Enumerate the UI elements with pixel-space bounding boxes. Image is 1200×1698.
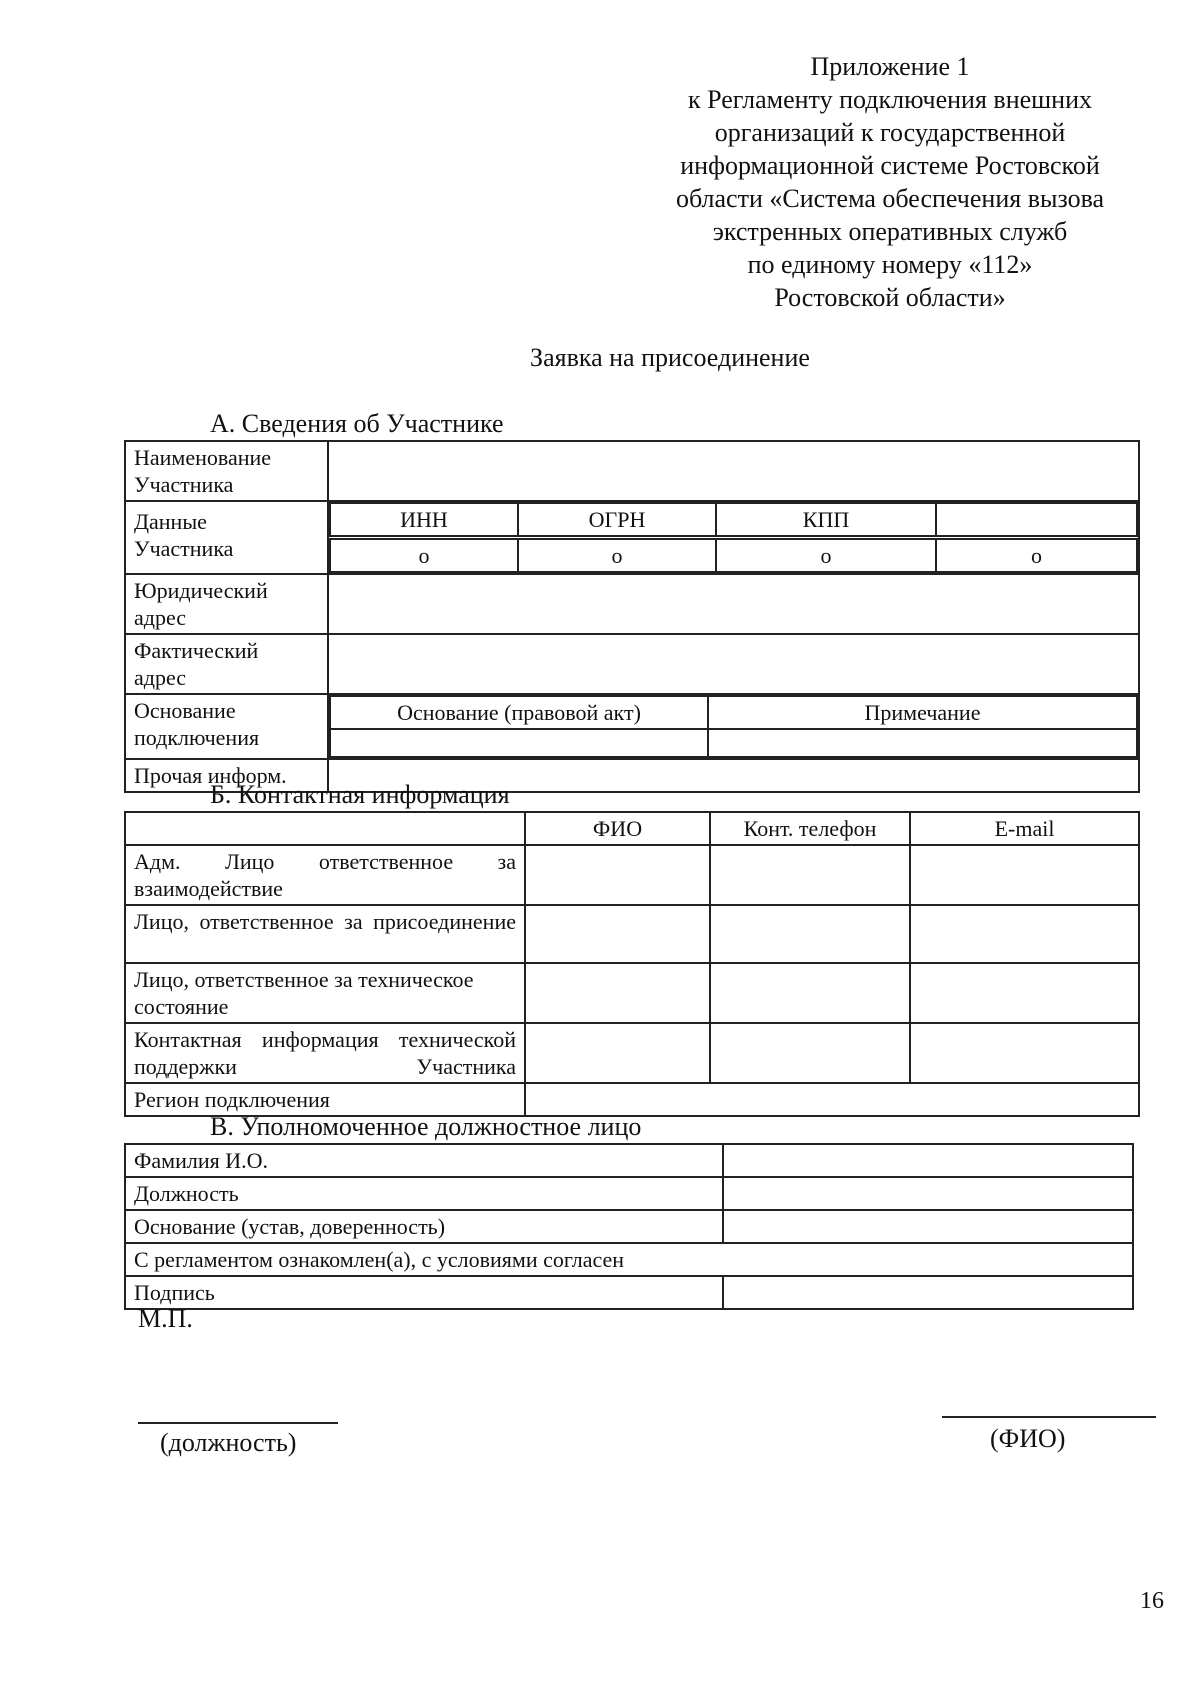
- position-label: Должность: [125, 1177, 723, 1210]
- section-b-title: Б. Контактная информация: [210, 780, 510, 809]
- fio-caption: (ФИО): [990, 1424, 1066, 1453]
- phone-header: Конт. телефон: [710, 812, 910, 845]
- full-name-label: Фамилия И.О.: [125, 1144, 723, 1177]
- appendix-line: экстренных оперативных служб: [712, 217, 1068, 246]
- blank-code-header: [936, 503, 1137, 538]
- note-header: Примечание: [708, 696, 1137, 729]
- appendix-line: организаций к государственной: [714, 118, 1066, 147]
- participant-name-label: Наименование Участника: [125, 441, 328, 501]
- position-caption: (должность): [160, 1428, 297, 1457]
- contact-fio-field[interactable]: [525, 963, 710, 1023]
- document-title: Заявка на присоединение: [530, 343, 810, 372]
- contact-fio-field[interactable]: [525, 905, 710, 963]
- contact-row-label: Лицо, ответственное за присоединение: [125, 905, 525, 963]
- appendix-line: Ростовской области»: [774, 283, 1006, 312]
- contact-email-field[interactable]: [910, 1023, 1139, 1083]
- participant-codes-table: [329, 502, 1138, 573]
- signature-label: Подпись: [125, 1276, 723, 1309]
- contact-row-label: Лицо, ответственное за техническое состояние: [125, 963, 525, 1023]
- actual-address-field[interactable]: [328, 634, 1139, 694]
- participant-info-table: [124, 440, 1140, 793]
- ogrn-header: ОГРН: [518, 503, 716, 538]
- ogrn-field[interactable]: о: [518, 538, 716, 573]
- kpp-header: КПП: [716, 503, 936, 538]
- appendix-header: [640, 50, 1140, 314]
- contact-row-label: Адм. Лицо ответственное за взаимодействие: [125, 845, 525, 905]
- agreement-statement: С регламентом ознакомлен(а), с условиями согласен: [125, 1243, 1133, 1276]
- legal-address-field[interactable]: [328, 574, 1139, 634]
- contact-fio-field[interactable]: [525, 845, 710, 905]
- contact-fio-field[interactable]: [525, 1023, 710, 1083]
- other-info-label: Прочая информ.: [125, 759, 328, 792]
- contact-phone-field[interactable]: [710, 845, 910, 905]
- contact-phone-field[interactable]: [710, 905, 910, 963]
- authority-basis-label: Основание (устав, доверенность): [125, 1210, 723, 1243]
- contact-phone-field[interactable]: [710, 963, 910, 1023]
- actual-address-label: Фактический адрес: [125, 634, 328, 694]
- connection-basis-cell: [328, 694, 1139, 759]
- contact-phone-field[interactable]: [710, 1023, 910, 1083]
- note-field[interactable]: [708, 729, 1137, 757]
- contact-email-field[interactable]: [910, 845, 1139, 905]
- stamp-label: М.П.: [138, 1304, 193, 1333]
- contact-email-field[interactable]: [910, 905, 1139, 963]
- authorized-person-table: [124, 1143, 1134, 1310]
- blank-code-field[interactable]: о: [936, 538, 1137, 573]
- kpp-field[interactable]: о: [716, 538, 936, 573]
- legal-act-field[interactable]: [330, 729, 708, 757]
- position-field[interactable]: [723, 1177, 1133, 1210]
- appendix-line: по единому номеру «112»: [747, 250, 1033, 279]
- participant-codes-cell: [328, 501, 1139, 574]
- appendix-line: информационной системе Ростовской: [680, 151, 1100, 180]
- legal-address-label: Юридический адрес: [125, 574, 328, 634]
- fio-header: ФИО: [525, 812, 710, 845]
- contact-info-table: [124, 811, 1140, 1117]
- connection-basis-label: Основание подключения: [125, 694, 328, 759]
- legal-act-header: Основание (правовой акт): [330, 696, 708, 729]
- participant-name-field[interactable]: [328, 441, 1139, 501]
- authority-basis-field[interactable]: [723, 1210, 1133, 1243]
- appendix-line: Приложение 1: [810, 52, 970, 81]
- position-signature-line: [138, 1422, 338, 1424]
- participant-data-label: Данные Участника: [125, 501, 328, 574]
- contact-email-field[interactable]: [910, 963, 1139, 1023]
- inn-field[interactable]: о: [330, 538, 518, 573]
- page-number: 16: [1140, 1588, 1164, 1614]
- section-a-title: А. Сведения об Участнике: [210, 409, 504, 438]
- connection-basis-table: [329, 695, 1138, 758]
- appendix-line: к Регламенту подключения внешних: [688, 85, 1092, 114]
- signature-field[interactable]: [723, 1276, 1133, 1309]
- section-c-title: В. Уполномоченное должностное лицо: [210, 1112, 642, 1141]
- fio-signature-line: [942, 1416, 1156, 1418]
- region-label: Регион подключения: [125, 1083, 525, 1116]
- appendix-line: области «Система обеспечения вызова: [675, 184, 1105, 213]
- inn-header: ИНН: [330, 503, 518, 538]
- full-name-field[interactable]: [723, 1144, 1133, 1177]
- contact-row-label: Контактная информация технической поддержки Участника: [125, 1023, 525, 1083]
- email-header: E-mail: [910, 812, 1139, 845]
- contact-header-empty: [125, 812, 525, 845]
